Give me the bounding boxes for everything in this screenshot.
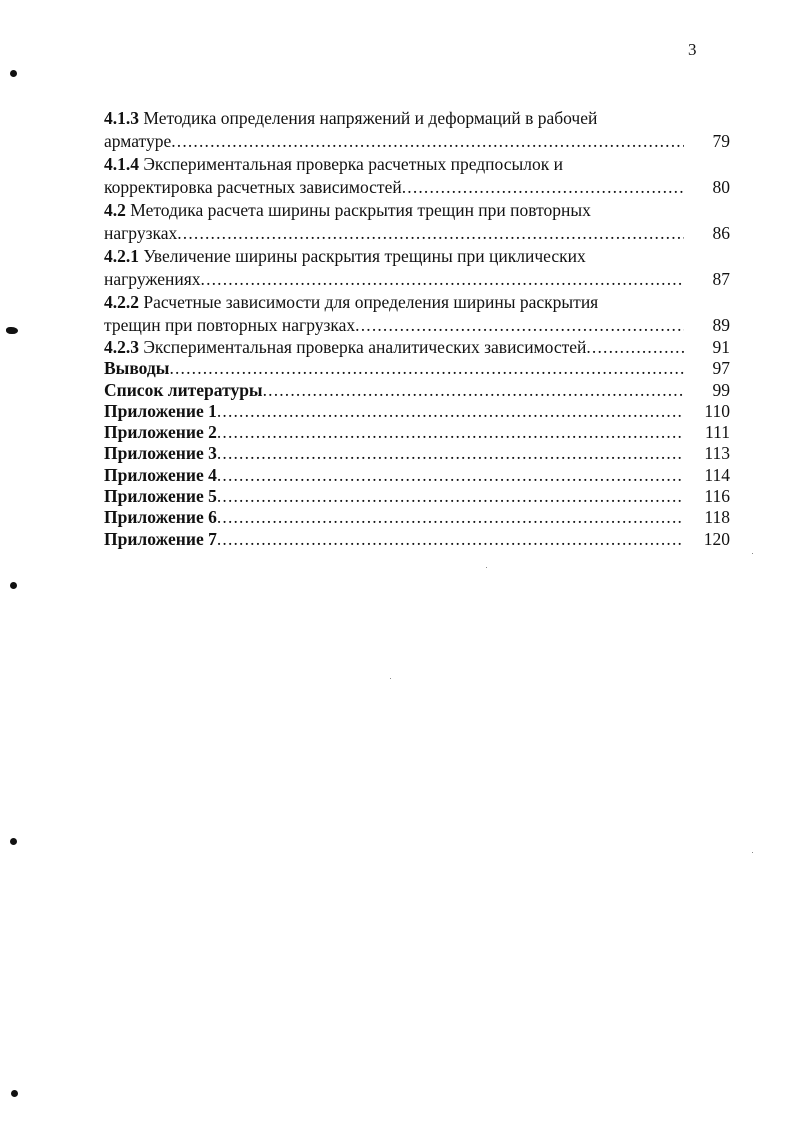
toc-page-number: 118: [704, 507, 730, 528]
toc-entry-line: [104, 107, 684, 130]
toc-entry-text: [104, 443, 684, 464]
toc-page-number: 120: [703, 528, 730, 549]
dot-leader: [177, 222, 684, 245]
dot-leader: [217, 401, 684, 422]
toc-entry-title: арматуре: [104, 131, 172, 151]
dot-leader: [217, 443, 684, 464]
toc-entry-title: Приложение 7: [104, 528, 217, 549]
toc-page-number: 113: [704, 443, 730, 464]
toc-entry-title: Экспериментальная проверка аналитических зависимостей: [143, 337, 587, 357]
toc-entry-text: [104, 199, 684, 245]
dot-leader: [217, 486, 684, 507]
toc-entry-line: [104, 153, 684, 176]
section-number: 4.2.1: [104, 246, 139, 266]
toc-entry-title: Выводы: [104, 358, 170, 379]
toc-entry-text: [104, 153, 684, 199]
toc-entry-title: Приложение 5: [104, 486, 217, 507]
toc-entry-title: корректировка расчетных зависимостей: [104, 177, 402, 197]
toc-entry-title: Экспериментальная проверка расчетных предпосылок и: [143, 154, 563, 174]
section-number: 4.2.3: [104, 337, 139, 357]
toc-entry-text: [104, 422, 684, 443]
toc-entry-line: [104, 401, 684, 422]
toc-page-number: 86: [712, 223, 730, 243]
dot-leader: [586, 337, 684, 358]
toc-page-number: 89: [712, 315, 730, 335]
toc-page-number: 79: [712, 131, 730, 151]
toc-entry-title: Приложение 4: [104, 464, 217, 485]
toc-entry-title: Методика расчета ширины раскрытия трещин при повторных: [130, 200, 591, 220]
toc-entry-line: [104, 130, 684, 153]
toc-entry-title: трещин при повторных нагрузках: [104, 315, 356, 335]
toc-entry-line: [104, 268, 684, 291]
toc-entry: [104, 529, 734, 550]
toc-page-number: 87: [712, 269, 730, 289]
toc-page-number: 111: [705, 422, 730, 443]
toc-page-number: 97: [712, 358, 730, 379]
dot-leader: [355, 314, 684, 337]
toc-entry: [104, 443, 734, 464]
toc-entry-title: Приложение 1: [104, 400, 217, 421]
toc-entry-line: [104, 422, 684, 443]
toc-entry: [104, 486, 734, 507]
toc-entry-line: [104, 380, 684, 401]
toc-entry-title: Приложение 2: [104, 422, 217, 443]
toc-entry-line: [104, 314, 684, 337]
toc-entry: [104, 153, 734, 199]
binding-hole: [10, 70, 17, 77]
toc-entry-title: Методика определения напряжений и деформаций в рабочей: [143, 108, 598, 128]
toc-entry-text: [104, 401, 684, 422]
toc-entry: [104, 107, 734, 153]
dot-leader: [217, 422, 684, 443]
toc-entry-line: [104, 507, 684, 528]
toc-entry: [104, 358, 734, 379]
toc-entry-text: [104, 291, 684, 337]
toc-page-number: 110: [704, 400, 730, 421]
toc-entry-title: Увеличение ширины раскрытия трещины при циклических: [143, 246, 586, 266]
toc-entry-title: Расчетные зависимости для определения ширины раскрытия: [143, 292, 599, 312]
toc-entry-line: [104, 245, 684, 268]
toc-entry-line: [104, 337, 684, 358]
toc-entry: [104, 422, 734, 443]
toc-entry-title: Список литературы: [104, 379, 263, 400]
binding-hole: [10, 838, 17, 845]
toc-entry-line: [104, 529, 684, 550]
table-of-contents: [104, 107, 734, 550]
dot-leader: [201, 268, 684, 291]
toc-entry-text: [104, 337, 684, 358]
toc-entry: [104, 401, 734, 422]
toc-entry-line: [104, 199, 684, 222]
section-number: 4.1.3: [104, 108, 139, 128]
toc-entry-text: [104, 507, 684, 528]
dot-leader: [217, 529, 684, 550]
toc-entry-line: [104, 222, 684, 245]
toc-page-number: 114: [704, 464, 730, 485]
section-number: 4.2.2: [104, 292, 139, 312]
dot-leader: [217, 507, 684, 528]
scan-speck: [752, 852, 753, 853]
toc-entry-text: [104, 245, 684, 291]
toc-page-number: 91: [712, 337, 730, 357]
section-number: 4.1.4: [104, 154, 139, 174]
binding-hole: [10, 582, 17, 589]
dot-leader: [402, 176, 684, 199]
toc-entry: [104, 465, 734, 486]
toc-entry-title: нагрузках: [104, 223, 178, 243]
toc-page-number: 80: [712, 177, 730, 197]
toc-entry-text: [104, 380, 684, 401]
toc-entry: [104, 291, 734, 337]
toc-entry: [104, 507, 734, 528]
toc-entry-text: [104, 358, 684, 379]
toc-entry: [104, 380, 734, 401]
toc-entry-title: Приложение 3: [104, 443, 217, 464]
toc-entry: [104, 245, 734, 291]
toc-entry-text: [104, 486, 684, 507]
toc-entry-line: [104, 465, 684, 486]
scan-speck: [752, 553, 753, 554]
dot-leader: [171, 130, 684, 153]
scan-speck: [486, 567, 487, 568]
toc-entry: [104, 337, 734, 358]
binding-hole: [11, 1090, 18, 1097]
dot-leader: [169, 358, 684, 379]
toc-entry-line: [104, 486, 684, 507]
section-number: 4.2: [104, 200, 126, 220]
toc-entry-line: [104, 176, 684, 199]
scan-speck: [390, 678, 391, 679]
toc-entry-title: Приложение 6: [104, 507, 217, 528]
toc-entry-line: [104, 291, 684, 314]
toc-entry-text: [104, 107, 684, 153]
dot-leader: [217, 465, 684, 486]
toc-page-number: 116: [704, 486, 730, 507]
page-number: 3: [688, 40, 697, 59]
toc-entry-line: [104, 443, 684, 464]
toc-entry: [104, 199, 734, 245]
toc-entry-title: нагружениях: [104, 269, 201, 289]
binding-hole: [6, 327, 18, 334]
toc-page-number: 99: [712, 379, 730, 400]
toc-entry-text: [104, 465, 684, 486]
toc-entry-text: [104, 529, 684, 550]
dot-leader: [263, 380, 684, 401]
toc-entry-line: [104, 358, 684, 379]
